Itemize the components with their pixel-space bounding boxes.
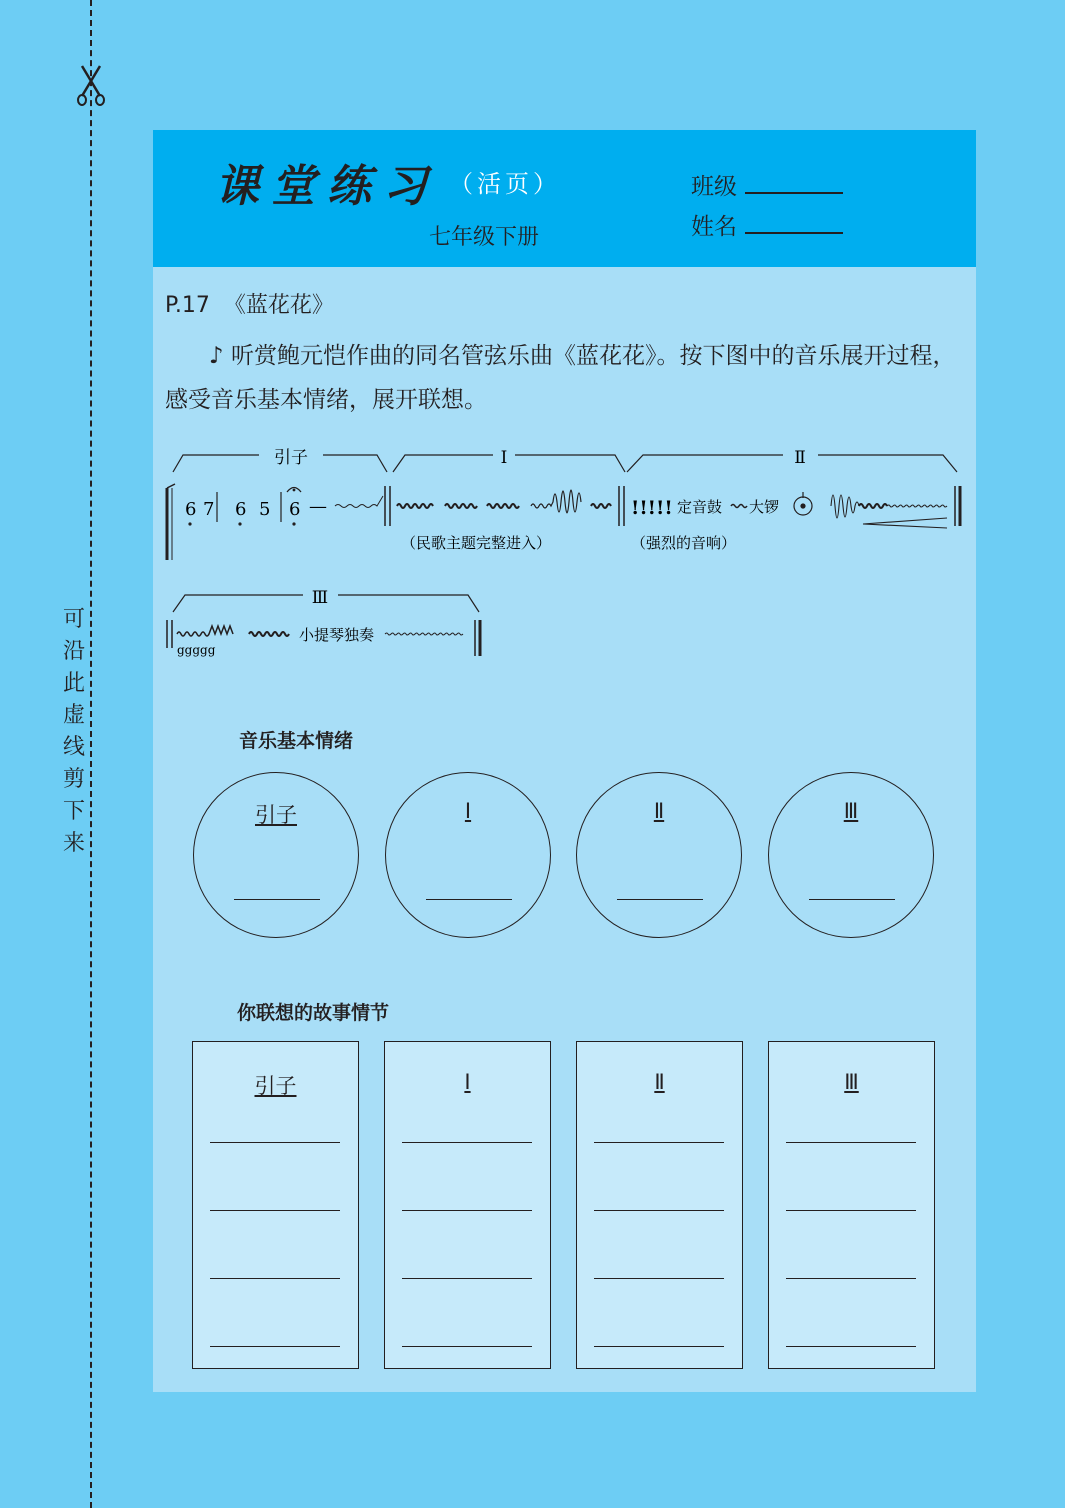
emotion-circle-3[interactable] [768,772,934,938]
tremolo-icon [335,496,383,508]
grade-subtitle: 七年级下册 [429,225,540,250]
answer-line[interactable] [786,1142,916,1143]
gong-label: 大锣 [749,498,780,516]
story-heading: 你联想的故事情节 [237,1002,390,1024]
emotion-circle-intro[interactable] [193,772,359,938]
emotion-heading: 音乐基本情绪 [239,730,354,752]
diminuendo-icon [863,518,947,524]
answer-line[interactable] [786,1278,916,1279]
intro-bracket-right [323,455,387,472]
answer-line[interactable] [786,1346,916,1347]
violin-solo-label: 小提琴独奏 [299,626,375,644]
wave-icon [445,504,477,508]
cut-char: 虚 [62,703,85,728]
wave-icon [177,626,233,636]
instruction [165,334,970,422]
cut-char: 沿 [62,639,85,664]
section1-bracket-right [515,455,625,472]
answer-line[interactable] [594,1346,724,1347]
section1-label: Ⅰ [500,448,508,468]
accent-marks: !!!!! [631,497,673,519]
answer-line[interactable] [594,1210,724,1211]
name-field[interactable] [691,208,843,241]
intro-bracket-left [173,455,259,472]
page-ref: P.17 [165,293,210,318]
cut-char: 可 [62,607,85,632]
emotion-circle-2[interactable] [576,772,742,938]
page-title: 课堂练习 [215,161,439,212]
answer-blank[interactable] [426,899,512,900]
section3-label: Ⅲ [311,588,329,608]
timpani-label: 定音鼓 [677,498,723,516]
name-blank[interactable] [745,212,843,234]
story-box-intro[interactable] [192,1041,359,1369]
answer-line[interactable] [210,1142,340,1143]
eighth-note-icon: ♪ [209,343,224,369]
answer-line[interactable] [402,1142,532,1143]
wave-icon [487,504,519,508]
box-label: 引子 [254,1074,297,1098]
circle-label: 引子 [255,803,297,827]
cut-char: 线 [62,735,85,760]
answer-blank[interactable] [809,899,895,900]
circle-label: Ⅲ [843,799,859,823]
story-box-3[interactable] [768,1041,935,1369]
section3-bracket-right [338,595,479,612]
wave-icon [249,632,289,636]
answer-line[interactable] [402,1278,532,1279]
emotion-circle-1[interactable] [385,772,551,938]
note: 6 [185,499,197,520]
story-box-1[interactable] [384,1041,551,1369]
cut-instruction [60,604,88,860]
section2-bracket-right [818,455,957,472]
title-note: （活页） [449,170,561,198]
cut-char: 剪 [62,767,85,792]
class-blank[interactable] [745,172,843,194]
scissors-icon [76,62,106,106]
name-label: 姓名 [691,214,737,240]
box-label: Ⅱ [654,1070,665,1094]
answer-line[interactable] [402,1210,532,1211]
wave-icon [591,504,611,508]
instruction-text: 听赏鲍元恺作曲的同名管弦乐曲《蓝花花》。按下图中的音乐展开过程，感受音乐基本情绪，展开联想。 [165,343,956,413]
song-title: 《蓝花花》 [223,293,334,318]
answer-line[interactable] [210,1278,340,1279]
cut-char: 此 [62,671,85,696]
answer-line[interactable] [594,1142,724,1143]
section1-note: （民歌主题完整进入） [401,534,552,552]
section1-bracket-left [393,455,493,472]
pizzicato-marks: ggggg [177,643,216,657]
answer-blank[interactable] [617,899,703,900]
box-label: Ⅰ [464,1070,471,1094]
worksheet [153,130,976,1392]
answer-line[interactable] [594,1278,724,1279]
circle-label: Ⅱ [653,799,665,823]
wave-icon [397,504,433,508]
header-band [153,130,976,267]
lesson-title [165,288,334,319]
answer-line[interactable] [210,1210,340,1211]
section3-bracket-left [173,595,303,612]
section2-label: Ⅱ [794,448,806,468]
cut-dashed-line [90,0,92,1508]
crescendo-wave-icon [531,490,581,513]
note: 6 [289,499,301,520]
cut-char: 下 [62,799,85,824]
wave-decay-icon [831,495,859,518]
box-label: Ⅲ [844,1070,859,1094]
answer-line[interactable] [210,1346,340,1347]
answer-blank[interactable] [234,899,320,900]
note: 6 [235,499,247,520]
cut-char: 来 [62,831,85,856]
answer-line[interactable] [786,1210,916,1211]
section2-note: （强烈的音响） [631,534,737,552]
intro-label: 引子 [274,448,308,468]
circle-label: Ⅰ [464,799,472,823]
story-box-2[interactable] [576,1041,743,1369]
class-label: 班级 [691,174,737,200]
answer-line[interactable] [402,1346,532,1347]
note: 7 [203,499,215,520]
gong-icon [794,492,812,515]
section2-bracket-left [627,455,783,472]
music-structure-diagram [163,440,968,670]
note-dash: — [309,496,327,517]
note: 5 [259,499,271,520]
class-field[interactable] [691,168,843,201]
